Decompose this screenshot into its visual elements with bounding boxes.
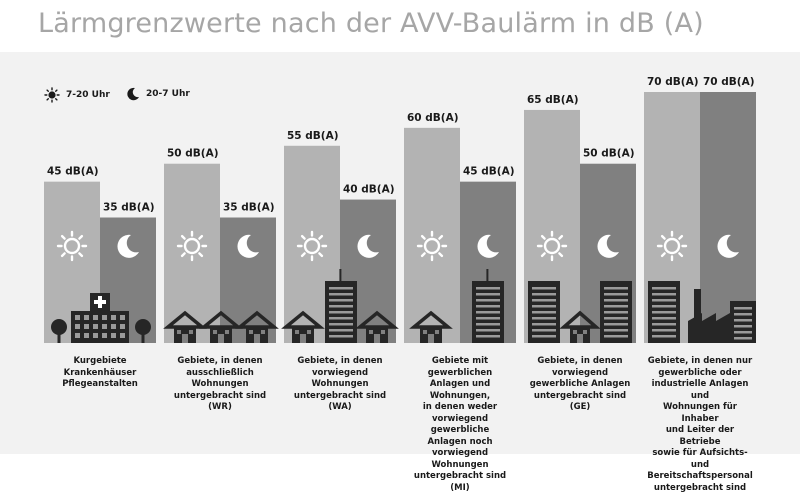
- caption-line: Gebiete, in denen: [164, 356, 276, 368]
- caption-line: vorwiegend: [284, 368, 396, 380]
- caption-line: in denen weder: [404, 402, 516, 414]
- data-label: 70 dB(A): [647, 76, 699, 88]
- caption-line: Gebiete, in denen: [284, 356, 396, 368]
- category-caption: [284, 356, 396, 414]
- data-label: 40 dB(A): [343, 184, 395, 196]
- caption-line: vorwiegend gewerbliche: [404, 414, 516, 437]
- legend-day-label: 7-20 Uhr: [66, 90, 110, 100]
- caption-line: Anlagen noch: [404, 437, 516, 449]
- category-caption: [404, 356, 516, 494]
- caption-line: industrielle Anlagen und: [644, 379, 756, 402]
- data-label: 35 dB(A): [223, 202, 275, 214]
- category-caption: [44, 356, 156, 391]
- caption-line: und Leiter der Betriebe: [644, 425, 756, 448]
- apartment-building-icon: [730, 301, 756, 343]
- data-label: 65 dB(A): [527, 94, 579, 106]
- caption-line: (WA): [284, 402, 396, 414]
- data-label: 45 dB(A): [463, 166, 515, 178]
- apartment-building-icon: [600, 281, 632, 343]
- caption-line: (WR): [164, 402, 276, 414]
- data-label: 50 dB(A): [167, 148, 219, 160]
- legend-night-label: 20-7 Uhr: [146, 89, 190, 99]
- caption-line: Gebiete, in denen: [524, 356, 636, 368]
- caption-line: Krankenhäuser: [44, 368, 156, 380]
- caption-line: Bereitschaftspersonal: [644, 471, 756, 483]
- caption-line: Anlagen und Wohnungen,: [404, 379, 516, 402]
- caption-line: Wohnungen: [284, 379, 396, 391]
- caption-line: Gebiete, in denen nur: [644, 356, 756, 368]
- data-label: 35 dB(A): [103, 202, 155, 214]
- caption-line: Kurgebiete: [44, 356, 156, 368]
- data-label: 60 dB(A): [407, 112, 459, 124]
- caption-line: untergebracht sind: [284, 391, 396, 403]
- category-caption: [644, 356, 756, 494]
- caption-line: untergebracht sind: [524, 391, 636, 403]
- data-label: 45 dB(A): [47, 166, 99, 178]
- caption-line: vorwiegend Wohnungen: [404, 448, 516, 471]
- caption-line: Pflegeanstalten: [44, 379, 156, 391]
- data-label: 50 dB(A): [583, 148, 635, 160]
- category-caption: [164, 356, 276, 414]
- caption-line: ausschließlich: [164, 368, 276, 380]
- weather-icons: [58, 232, 739, 260]
- caption-line: Wohnungen: [164, 379, 276, 391]
- page-title: Lärmgrenzwerte nach der AVV-Baulärm in dB (A): [38, 8, 704, 39]
- apartment-building-icon: [648, 281, 680, 343]
- data-label: 70 dB(A): [703, 76, 755, 88]
- caption-line: vorwiegend: [524, 368, 636, 380]
- data-label: 55 dB(A): [287, 130, 339, 142]
- caption-line: gewerbliche Anlagen: [524, 379, 636, 391]
- caption-line: untergebracht sind (MI): [404, 471, 516, 494]
- caption-line: gewerbliche oder: [644, 368, 756, 380]
- caption-line: Wohnungen für Inhaber: [644, 402, 756, 425]
- apartment-building-icon: [528, 281, 560, 343]
- caption-line: sowie für Aufsichts- und: [644, 448, 756, 471]
- caption-line: Gebiete mit gewerblichen: [404, 356, 516, 379]
- caption-line: untergebracht sind: [644, 483, 756, 494]
- category-caption: [524, 356, 636, 414]
- caption-line: untergebracht sind: [164, 391, 276, 403]
- caption-line: (GE): [524, 402, 636, 414]
